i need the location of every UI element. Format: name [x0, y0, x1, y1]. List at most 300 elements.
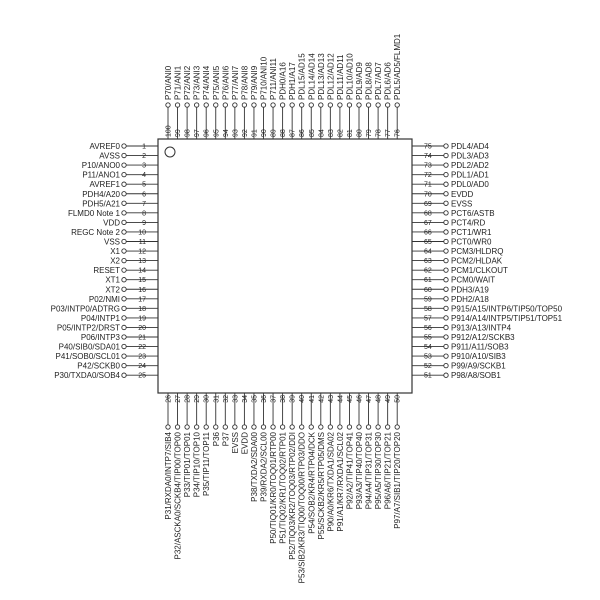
- pin-label: PDH4/A20: [82, 189, 120, 199]
- pin-10: [71, 228, 158, 237]
- pin-terminal: [223, 425, 227, 429]
- pin-terminal: [185, 425, 189, 429]
- pin-number: 85: [308, 129, 316, 137]
- pin-77: [384, 62, 393, 139]
- pin-number: 6: [142, 191, 146, 199]
- pin-number: 66: [424, 229, 432, 237]
- pin-number: 38: [280, 395, 288, 403]
- pin-66: [412, 228, 492, 237]
- pin-number: 86: [299, 129, 307, 137]
- pin-terminal: [122, 230, 126, 234]
- pin-terminal: [122, 373, 126, 377]
- pin-label: P34/TIP10/TOP10: [192, 432, 202, 498]
- pin-terminal: [444, 163, 448, 167]
- pin-terminal: [290, 103, 294, 107]
- pin-number: 83: [327, 129, 335, 137]
- pin-label: XT2: [105, 285, 120, 295]
- pin-label: PCT6/ASTB: [451, 208, 495, 218]
- pin-terminal: [122, 153, 126, 157]
- pin-number: 20: [138, 324, 146, 332]
- pin-57: [412, 314, 563, 323]
- pin-31: [212, 393, 221, 446]
- pin-number: 60: [424, 286, 432, 294]
- pin-label: P04/INTP1: [80, 313, 120, 323]
- pin-25: [54, 371, 158, 380]
- pin-number: 7: [142, 200, 146, 208]
- pin-68: [412, 209, 495, 218]
- pin-label: P73/ANI3: [192, 65, 202, 100]
- pin-terminal: [194, 425, 198, 429]
- pin-92: [240, 65, 249, 139]
- pin-number: 9: [142, 219, 146, 227]
- pin-18: [51, 304, 158, 313]
- pin-label: P77/ANI7: [230, 65, 240, 100]
- pin-label: P78/ANI8: [240, 65, 250, 100]
- pin-41: [307, 393, 316, 534]
- pin-number: 22: [138, 344, 146, 352]
- pin-95: [212, 65, 221, 139]
- pin-number: 35: [251, 395, 259, 403]
- pin-number: 28: [184, 395, 192, 403]
- pin-label: PCT4/RD: [451, 218, 486, 228]
- pin-number: 82: [337, 129, 345, 137]
- pin-53: [412, 352, 506, 361]
- pin-number: 62: [424, 267, 432, 275]
- pin-60: [412, 285, 489, 294]
- pin-59: [412, 295, 489, 304]
- pin-terminal: [185, 103, 189, 107]
- pin-terminal: [122, 278, 126, 282]
- pin-terminal: [347, 425, 351, 429]
- pin-terminal: [122, 306, 126, 310]
- pin-number: 27: [175, 395, 183, 403]
- pin-56: [412, 323, 512, 332]
- pin-number: 43: [327, 395, 335, 403]
- pin-terminal: [444, 258, 448, 262]
- pin-12: [110, 247, 158, 256]
- pin-86: [298, 53, 307, 139]
- pin-terminal: [444, 182, 448, 186]
- pin-label: EVSS: [451, 199, 473, 209]
- pin-terminal: [385, 103, 389, 107]
- pin-label: P52/TIQ03/KR2/TOQ03/RTP02/DDI: [288, 432, 298, 560]
- pin-85: [307, 53, 316, 139]
- pin-27: [174, 393, 183, 559]
- pin-terminal: [444, 363, 448, 367]
- pin-terminal: [444, 325, 448, 329]
- pin-label: P92/A2/TIP41/TOP41: [345, 432, 355, 510]
- pin-label: P94/A4/TIP31/TOP31: [364, 432, 374, 510]
- pin-number: 36: [261, 395, 268, 403]
- pin-99: [174, 65, 183, 139]
- pin-number: 61: [424, 277, 432, 285]
- pin-number: 97: [194, 129, 202, 137]
- pin-number: 51: [424, 372, 432, 380]
- pin-number: 26: [165, 395, 173, 403]
- pin-13: [110, 257, 158, 266]
- pin-terminal: [233, 425, 237, 429]
- pin-label: PDL3/AD3: [451, 151, 489, 161]
- pin-9: [103, 218, 158, 227]
- pin-terminal: [338, 425, 342, 429]
- pin-label: P38/TXDA2/SDA00: [249, 432, 259, 502]
- left-pin-group: [51, 142, 158, 380]
- pin-number: 91: [251, 129, 259, 137]
- pin-terminal: [122, 287, 126, 291]
- pin-label: P40/SIB0/SDA01: [58, 342, 120, 352]
- pin-label: VSS: [103, 237, 120, 247]
- pin-label: P41/SOB0/SCL01: [55, 352, 120, 362]
- pin-45: [345, 393, 354, 509]
- pin-label: PDH2/A18: [451, 294, 489, 304]
- pin-terminal: [122, 192, 126, 196]
- pin-terminal: [444, 287, 448, 291]
- pin-label: AVREF0: [89, 142, 120, 151]
- pin-number: 56: [424, 324, 432, 332]
- pin-48: [374, 393, 383, 509]
- pin-terminal: [175, 103, 179, 107]
- pin-number: 16: [138, 286, 146, 294]
- pin-label: P53/SIB2/KR3/TIQ00/TOQ00/RTP03/DDO: [297, 432, 307, 584]
- pin-44: [336, 393, 345, 532]
- pin-number: 52: [424, 363, 432, 371]
- pin-terminal: [444, 220, 448, 224]
- pin-100: [164, 65, 173, 139]
- pin-98: [183, 65, 192, 139]
- pin-label: P03/INTP0/ADTRG: [50, 304, 120, 314]
- pin-label: P32/ASCKA0/SCKB4/TIP00/TOP00: [173, 432, 183, 560]
- pin-terminal: [309, 425, 313, 429]
- pin-21: [81, 333, 158, 342]
- pin-number: 3: [142, 162, 146, 170]
- pin-label: P91/A1/KR7/RXDA1/SCL02: [335, 432, 345, 532]
- pin-36: [260, 393, 269, 502]
- pin-19: [81, 314, 158, 323]
- pin-78: [374, 62, 383, 139]
- pin-label: PCT0/WR0: [451, 237, 492, 247]
- pin-terminal: [122, 249, 126, 253]
- pin-label: EVDD: [240, 432, 250, 455]
- pin-terminal: [280, 425, 284, 429]
- pin-39: [288, 393, 297, 560]
- pin-terminal: [395, 103, 399, 107]
- pin-terminal: [242, 425, 246, 429]
- pin-number: 2: [142, 153, 146, 161]
- pin-number: 65: [424, 239, 432, 246]
- pin-label: P55/SCKB2/KR5/RTP05/DMS: [316, 432, 326, 540]
- pin-number: 78: [375, 129, 383, 137]
- pin-label: P98/A8/SOB1: [451, 371, 501, 381]
- pin-number: 64: [424, 248, 432, 256]
- pin-terminal: [122, 325, 126, 329]
- pin-label: P10/ANO0: [81, 161, 120, 171]
- pin-label: P02/NMI: [88, 294, 120, 304]
- pin-label: PCM0/WAIT: [451, 275, 496, 285]
- pin-54: [412, 343, 509, 352]
- pin-label: P90/A0/KR6/TXDA1/SDA02: [326, 432, 336, 532]
- pin-label: PCT1/WR1: [451, 227, 492, 237]
- pin-number: 15: [138, 277, 146, 285]
- pin-label: P910/A10/SIB3: [451, 352, 506, 362]
- pin-40: [298, 393, 307, 583]
- pin-74: [412, 152, 489, 161]
- pin-label: P36: [211, 432, 221, 447]
- pin-number: 87: [289, 129, 297, 137]
- pin-label: P39/RXDA2/SCL00: [259, 432, 269, 502]
- pin-11: [104, 238, 158, 247]
- pin-79: [365, 62, 374, 139]
- pin-number: 47: [366, 395, 374, 403]
- pin-label: P912/A12/SCKB3: [451, 333, 515, 342]
- pin-number: 89: [270, 129, 278, 137]
- pin-2: [99, 152, 158, 161]
- pin-label: P54/SOB2/KR4/RTP04/DCK: [307, 432, 317, 534]
- pin-label: P71/ANI1: [173, 65, 183, 100]
- pin-terminal: [242, 103, 246, 107]
- pin-label: P99/A9/SCKB1: [451, 361, 506, 371]
- pin-label: PDH5/A21: [82, 199, 120, 209]
- pin-number: 13: [138, 258, 146, 266]
- pin-4: [82, 171, 158, 180]
- pin-label: P915/A15/INTP6/TIP50/TOP50: [451, 304, 563, 314]
- pin-label: VDD: [103, 218, 120, 228]
- pin-number: 63: [424, 258, 432, 266]
- pin-number: 59: [424, 296, 432, 304]
- pin-number: 69: [424, 200, 432, 208]
- pin-label: PDL0/AD0: [451, 180, 489, 190]
- pin-number: 80: [356, 129, 364, 137]
- pin-terminal: [444, 335, 448, 339]
- pin-number: 79: [366, 129, 374, 137]
- pin-label: P911/A11/SOB3: [451, 342, 509, 352]
- pin-number: 77: [385, 129, 393, 137]
- pin-37: [269, 393, 278, 544]
- pin-94: [221, 65, 230, 139]
- pin-number: 98: [184, 129, 192, 137]
- pin-terminal: [444, 344, 448, 348]
- pin-number: 70: [424, 191, 432, 199]
- pin-terminal: [444, 306, 448, 310]
- pin-6: [82, 190, 158, 199]
- pin-terminal: [280, 103, 284, 107]
- pin-terminal: [122, 182, 126, 186]
- pin-label: P79/ANI9: [249, 65, 259, 100]
- pin-90: [260, 56, 269, 139]
- pin-terminal: [444, 316, 448, 320]
- pin-terminal: [444, 239, 448, 243]
- pin-58: [412, 304, 563, 313]
- pin-label: P93/A3/TIP40/TOP40: [355, 432, 364, 510]
- pin-label: P11/ANO1: [82, 170, 120, 180]
- pin-terminal: [261, 103, 265, 107]
- pin-label: P711/ANI11: [269, 58, 279, 100]
- pin-label: AVSS: [99, 151, 120, 161]
- pin-terminal: [204, 103, 208, 107]
- pin-label: P97/A7/SIB1/TIP20/TOP20: [393, 432, 403, 529]
- pin-terminal: [271, 425, 275, 429]
- pin-label: P76/ANI6: [221, 65, 231, 100]
- pin-terminal: [122, 163, 126, 167]
- pin-number: 73: [424, 162, 432, 170]
- pin-terminal: [319, 103, 323, 107]
- pin-label: P37: [221, 432, 231, 447]
- pin-82: [336, 54, 345, 139]
- pin-label: PDH1/A17: [288, 62, 298, 100]
- pin-terminal: [233, 103, 237, 107]
- pin-label: P31/RXDA0/INTP7/SIB4: [164, 432, 173, 520]
- pin-terminal: [444, 211, 448, 215]
- pin-72: [412, 171, 489, 180]
- pin-38: [279, 393, 288, 544]
- pin-number: 40: [299, 395, 307, 403]
- pin-terminal: [175, 425, 179, 429]
- pin-terminal: [444, 230, 448, 234]
- pin-label: PCM2/HLDAK: [451, 256, 503, 266]
- pin-52: [412, 362, 506, 371]
- pin-84: [317, 53, 326, 139]
- pin-34: [240, 393, 249, 454]
- pin-number: 24: [138, 363, 146, 371]
- pin-terminal: [122, 268, 126, 272]
- pin-51: [412, 371, 501, 380]
- pin-55: [412, 333, 515, 342]
- pin-14: [93, 266, 158, 275]
- pin-terminal: [385, 425, 389, 429]
- pin-terminal: [357, 425, 361, 429]
- pin-91: [250, 65, 259, 139]
- pin-terminal: [271, 103, 275, 107]
- pin-label: P72/ANI2: [183, 65, 193, 100]
- pin-number: 72: [424, 172, 432, 180]
- pin-number: 100: [165, 125, 173, 137]
- pin-terminal: [444, 249, 448, 253]
- pin-terminal: [166, 425, 170, 429]
- pin-terminal: [444, 373, 448, 377]
- pin-label: PDL5/AD5/FLMD1: [393, 33, 403, 100]
- pin-terminal: [122, 144, 126, 148]
- pin-number: 99: [175, 129, 183, 137]
- pin-number: 32: [222, 395, 230, 403]
- pin-terminal: [444, 144, 448, 148]
- pin-label: P30/TXDA0/SOB4: [54, 371, 120, 381]
- pin-terminal: [122, 258, 126, 262]
- pin-93: [231, 65, 240, 139]
- pin-number: 33: [232, 395, 240, 403]
- pin-number: 71: [424, 181, 432, 189]
- pin-33: [231, 393, 240, 453]
- pin-label: EVSS: [230, 432, 240, 454]
- pin-label: REGC Note 2: [71, 227, 120, 237]
- pin-label: X1: [110, 247, 120, 257]
- pin-number: 14: [138, 267, 146, 275]
- pin-number: 58: [424, 305, 432, 313]
- pin-number: 93: [232, 129, 240, 137]
- pin-22: [59, 343, 158, 352]
- pin-number: 75: [424, 143, 432, 151]
- pin-label: PDL12/AD12: [326, 53, 336, 100]
- pin-label: P06/INTP3: [80, 333, 120, 342]
- pin-terminal: [347, 103, 351, 107]
- pin-terminal: [395, 425, 399, 429]
- pin-49: [384, 393, 393, 509]
- pin-29: [193, 393, 202, 497]
- pin-terminal: [194, 103, 198, 107]
- pin-63: [412, 257, 503, 266]
- pin-label: PDL4/AD4: [451, 142, 489, 151]
- pin-label: P51/TIQ02/KR1/TOQ02/RTP01: [278, 432, 288, 544]
- pin-terminal: [444, 153, 448, 157]
- pin-number: 42: [318, 395, 326, 403]
- pin-terminal: [444, 354, 448, 358]
- pin-label: X2: [110, 256, 120, 266]
- pin-81: [345, 53, 354, 139]
- pin-67: [412, 218, 485, 227]
- pin-8: [68, 209, 158, 218]
- pin-97: [193, 65, 202, 139]
- pin-terminal: [252, 103, 256, 107]
- pin-terminal: [444, 278, 448, 282]
- pin-label: P95/A5/TIP30/TOP30: [374, 432, 384, 510]
- pin-17: [89, 295, 158, 304]
- pin-number: 23: [138, 353, 146, 361]
- pin-terminal: [300, 425, 304, 429]
- pin-69: [412, 199, 472, 208]
- pin-label: PDL13/AD13: [316, 53, 326, 100]
- pin-73: [412, 161, 489, 170]
- pin-number: 74: [424, 153, 432, 161]
- pin-89: [269, 57, 278, 139]
- pin-number: 21: [138, 334, 146, 342]
- pin-terminal: [166, 103, 170, 107]
- pin-number: 5: [142, 181, 146, 189]
- chip-body: [158, 139, 412, 393]
- pin-label: P96/A6/TIP21/TOP21: [383, 432, 393, 510]
- pin-42: [317, 393, 326, 539]
- pin-label: PDL15/AD15: [297, 53, 307, 100]
- pin-16: [105, 285, 158, 294]
- pin-terminal: [444, 172, 448, 176]
- pin-26: [164, 393, 173, 520]
- pin-terminal: [261, 425, 265, 429]
- pin-23: [56, 352, 158, 361]
- pin-label: P50/TIQ01/KR0/TOQ01/RTP00: [269, 432, 279, 544]
- pin-terminal: [122, 344, 126, 348]
- pin-terminal: [122, 220, 126, 224]
- pin-65: [412, 238, 492, 247]
- pin-terminal: [444, 201, 448, 205]
- pin-terminal: [376, 103, 380, 107]
- pin1-index-mark: [165, 147, 175, 157]
- pin-20: [57, 323, 158, 332]
- pin-number: 67: [424, 219, 432, 227]
- pin-terminal: [214, 425, 218, 429]
- pin-number: 30: [203, 395, 211, 403]
- pin-number: 68: [424, 210, 432, 218]
- top-pin-group: [164, 33, 402, 139]
- pin-88: [279, 62, 288, 139]
- pin-number: 39: [289, 395, 297, 403]
- pin-83: [326, 53, 335, 139]
- pin-terminal: [328, 103, 332, 107]
- pin-number: 84: [318, 129, 326, 137]
- pin-label: PDL9/AD9: [355, 62, 364, 100]
- pin-label: P05/INTP2/DRST: [56, 323, 120, 333]
- pin-number: 12: [138, 248, 146, 256]
- pin-terminal: [319, 425, 323, 429]
- pin-label: PCM3/HLDRQ: [451, 247, 504, 257]
- pin-terminal: [122, 363, 126, 367]
- pin-label: PDL6/AD6: [383, 62, 393, 100]
